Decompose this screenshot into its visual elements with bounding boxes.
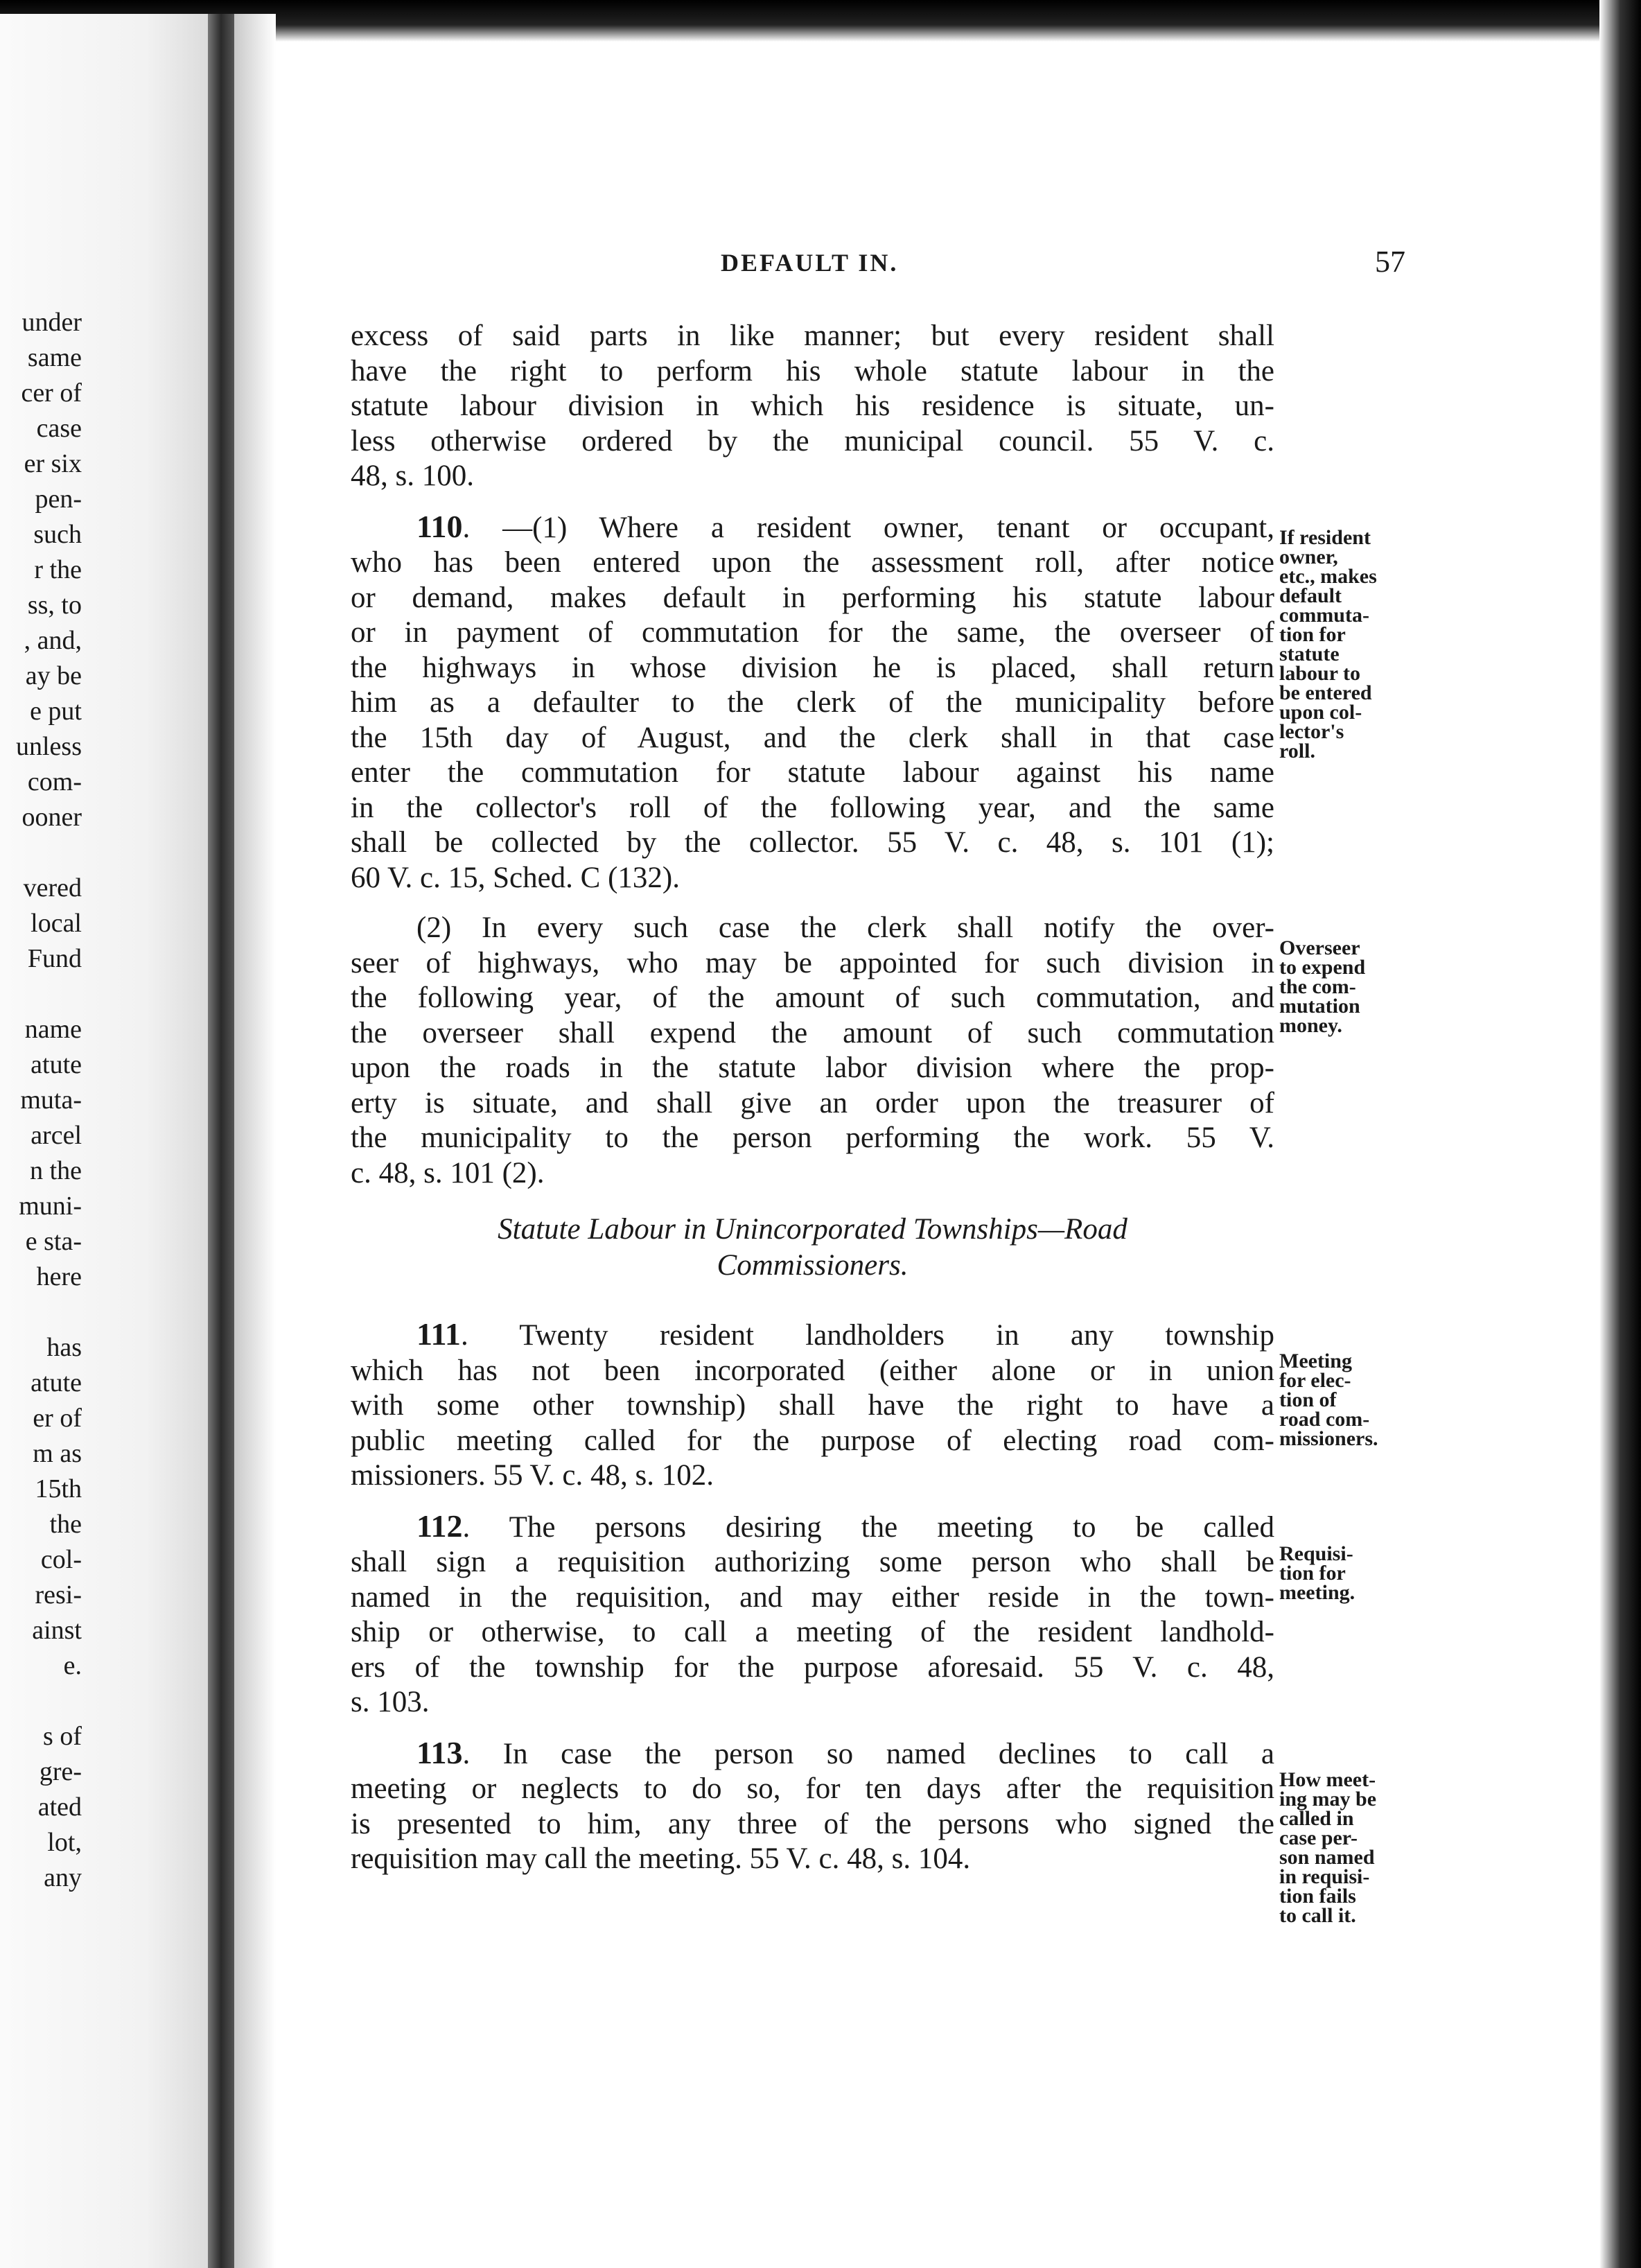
margin-note-line: statute bbox=[1279, 643, 1340, 665]
previous-page-fragment: gre- bbox=[39, 1757, 82, 1786]
margin-note-line: tion for bbox=[1279, 623, 1346, 646]
margin-note-line: tion fails bbox=[1279, 1885, 1356, 1908]
previous-page-fragment: any bbox=[44, 1863, 82, 1892]
margin-note-line: commuta- bbox=[1279, 604, 1369, 627]
scan-right-edge bbox=[1599, 0, 1641, 2268]
previous-page-fragment: vered bbox=[23, 873, 82, 902]
text-line: excess of said parts in like manner; but every resident shall bbox=[351, 320, 1274, 352]
text-line: statute labour division in which his residence is situate, un- bbox=[351, 390, 1274, 422]
previous-page-fragment: r the bbox=[34, 555, 82, 584]
margin-note-line: son named bbox=[1279, 1846, 1375, 1869]
previous-page-fragment: Fund bbox=[27, 944, 82, 973]
previous-page-fragment: unless bbox=[16, 732, 82, 761]
previous-page-fragment: muni- bbox=[19, 1192, 82, 1221]
margin-note-line: money. bbox=[1279, 1014, 1342, 1037]
section-110-subsection-2 bbox=[351, 911, 1274, 1191]
previous-page-fragment: here bbox=[36, 1262, 82, 1291]
previous-page-fragment: , and, bbox=[24, 626, 82, 655]
margin-note-line: upon col- bbox=[1279, 701, 1362, 724]
margin-note-line: ing may be bbox=[1279, 1788, 1377, 1811]
margin-note-line: labour to bbox=[1279, 662, 1360, 685]
text-line: meeting or neglects to do so, for ten days after the requisition bbox=[351, 1772, 1274, 1805]
previous-page-fragment: pen- bbox=[35, 485, 82, 514]
margin-note-line: default bbox=[1279, 584, 1342, 607]
section-text: . —(1) Where a resident owner, tenant or occupant, bbox=[462, 511, 1274, 544]
previous-page-fragment: atute bbox=[30, 1050, 82, 1079]
previous-page-fragment: name bbox=[24, 1015, 82, 1044]
previous-page-fragment: such bbox=[33, 520, 82, 549]
text-line bbox=[351, 1317, 1274, 1354]
margin-note-line: called in bbox=[1279, 1807, 1354, 1830]
text-line: or demand, makes default in performing his statute labour bbox=[351, 581, 1274, 614]
margin-note-line: tion for bbox=[1279, 1562, 1346, 1585]
section-110 bbox=[351, 509, 1274, 896]
previous-page-fragment: s of bbox=[43, 1722, 82, 1751]
section-113 bbox=[351, 1736, 1274, 1877]
heading-line-1: Statute Labour in Unincorporated Townships—Road bbox=[498, 1213, 1127, 1246]
previous-page-fragment: e put bbox=[30, 697, 82, 726]
previous-page-fragment: same bbox=[27, 343, 82, 372]
text-line: the following year, of the amount of such commutation, and bbox=[351, 982, 1274, 1014]
previous-page-fragment: m as bbox=[33, 1439, 82, 1468]
margin-note-line: roll. bbox=[1279, 740, 1315, 762]
heading-line-2: Commissioners. bbox=[717, 1249, 909, 1282]
text-line: shall be collected by the collector. 55 V. c. 48, s. 101 (1); bbox=[351, 826, 1274, 859]
section-heading bbox=[351, 1212, 1274, 1284]
margin-note-line: for elec- bbox=[1279, 1369, 1351, 1392]
section-number: 112 bbox=[416, 1508, 463, 1544]
text-line: enter the commutation for statute labour against his name bbox=[351, 756, 1274, 789]
text-line: him as a defaulter to the clerk of the municipality before bbox=[351, 686, 1274, 719]
margin-note-line: If resident bbox=[1279, 526, 1371, 549]
section-number: 111 bbox=[416, 1316, 461, 1352]
text-line: have the right to perform his whole statute labour in the bbox=[351, 354, 1274, 387]
margin-note-line: lector's bbox=[1279, 720, 1344, 743]
text-line: less otherwise ordered by the municipal council. 55 V. c. bbox=[351, 424, 1274, 457]
text-line: the 15th day of August, and the clerk shall in that case bbox=[351, 721, 1274, 754]
margin-note-line: to expend bbox=[1279, 956, 1366, 979]
previous-page-fragment bbox=[0, 977, 82, 1012]
text-line: s. 103. bbox=[351, 1686, 430, 1718]
margin-note-line: owner, bbox=[1279, 546, 1338, 568]
margin-note-111 bbox=[1279, 1352, 1418, 1449]
text-line: in the collector's roll of the following year, and the same bbox=[351, 791, 1274, 824]
text-line: requisition may call the meeting. 55 V. c. 48, s. 104. bbox=[351, 1842, 971, 1875]
previous-page-fragment: ss, to bbox=[27, 591, 82, 620]
margin-note-line: Overseer bbox=[1279, 936, 1360, 959]
text-line: public meeting called for the purpose of electing road com- bbox=[351, 1424, 1274, 1457]
book-gutter bbox=[208, 14, 234, 2268]
margin-note-line: road com- bbox=[1279, 1408, 1370, 1431]
text-line: ers of the township for the purpose aforesaid. 55 V. c. 48, bbox=[351, 1650, 1274, 1684]
text-line: who has been entered upon the assessment roll, after notice bbox=[351, 546, 1274, 579]
page-number: 57 bbox=[1375, 245, 1405, 279]
margin-note-110 bbox=[1279, 528, 1418, 761]
text-line: or in payment of commutation for the same, the overseer of bbox=[351, 616, 1274, 649]
margin-note-line: be entered bbox=[1279, 681, 1372, 704]
text-line: c. 48, s. 101 (2). bbox=[351, 1156, 545, 1189]
margin-note-110-2 bbox=[1279, 936, 1418, 1037]
previous-page-fragment: lot, bbox=[47, 1828, 82, 1857]
previous-page-fragment: under bbox=[21, 308, 82, 337]
previous-page-fragment: col- bbox=[40, 1545, 82, 1574]
previous-page-fragment bbox=[0, 1684, 82, 1719]
margin-note-line: How meet- bbox=[1279, 1768, 1376, 1791]
margin-note-line: meeting. bbox=[1279, 1581, 1355, 1604]
text-line: which has not been incorporated (either alone or in union bbox=[351, 1354, 1274, 1387]
previous-page-fragment: e sta- bbox=[25, 1227, 82, 1256]
text-line: shall sign a requisition authorizing some person who shall be bbox=[351, 1546, 1274, 1578]
text-line: with some other township) shall have the right to have a bbox=[351, 1389, 1274, 1422]
previous-page-fragment: case bbox=[36, 414, 82, 443]
text-line: the overseer shall expend the amount of such commutation bbox=[351, 1016, 1274, 1049]
section-112 bbox=[351, 1509, 1274, 1720]
section-text: . The persons desiring the meeting to be called bbox=[462, 1510, 1274, 1544]
previous-page-fragment: atute bbox=[30, 1368, 82, 1397]
text-line bbox=[351, 1509, 1274, 1546]
gutter-shadow bbox=[234, 14, 276, 2268]
previous-page-text bbox=[0, 305, 82, 1896]
section-text: . In case the person so named declines to call a bbox=[462, 1737, 1274, 1770]
text-line bbox=[351, 1736, 1274, 1772]
section-text: . Twenty resident landholders in any township bbox=[460, 1319, 1274, 1352]
previous-page-fragment: has bbox=[46, 1333, 82, 1362]
previous-page-fragment: cer of bbox=[21, 378, 82, 408]
margin-note-line: etc., makes bbox=[1279, 565, 1377, 588]
margin-note-line: mutation bbox=[1279, 995, 1360, 1018]
margin-note-line: missioners. bbox=[1279, 1427, 1378, 1450]
margin-note-line: in requisi- bbox=[1279, 1865, 1370, 1888]
previous-page-fragment: local bbox=[30, 909, 82, 938]
text-line bbox=[351, 509, 1274, 546]
text-line: erty is situate, and shall give an order upon the treasurer of bbox=[351, 1086, 1274, 1119]
previous-page-fragment: ay be bbox=[25, 661, 82, 690]
text-line: the highways in whose division he is placed, shall return bbox=[351, 651, 1274, 684]
previous-page-fragment: ainst bbox=[32, 1616, 82, 1645]
previous-page-fragment: the bbox=[49, 1510, 82, 1539]
section-number: 113 bbox=[416, 1734, 463, 1770]
text-line: (2) In every such case the clerk shall notify the over- bbox=[416, 911, 1274, 944]
previous-page-fragment bbox=[0, 835, 82, 871]
previous-page-fragment: ooner bbox=[21, 803, 82, 832]
margin-note-line: tion of bbox=[1279, 1388, 1337, 1411]
previous-page-fragment: er six bbox=[24, 449, 82, 478]
previous-page-fragment: e. bbox=[63, 1651, 82, 1680]
text-line: the municipality to the person performing the work. 55 V. bbox=[351, 1122, 1274, 1154]
section-111 bbox=[351, 1317, 1274, 1494]
text-line: ship or otherwise, to call a meeting of the resident landhold- bbox=[351, 1616, 1274, 1648]
previous-page-fragment: muta- bbox=[20, 1085, 82, 1115]
text-line: is presented to him, any three of the persons who signed the bbox=[351, 1807, 1274, 1840]
previous-page-fragment: er of bbox=[33, 1404, 82, 1433]
previous-page-fragment: n the bbox=[30, 1156, 82, 1185]
previous-page-fragment: resi- bbox=[35, 1580, 82, 1610]
text-line: 60 V. c. 15, Sched. C (132). bbox=[351, 861, 680, 894]
paragraph-continued bbox=[351, 319, 1274, 494]
text-line: upon the roads in the statute labor division where the prop- bbox=[351, 1052, 1274, 1084]
margin-note-line: the com- bbox=[1279, 975, 1356, 998]
text-line: seer of highways, who may be appointed for such division in bbox=[351, 946, 1274, 979]
margin-note-line: Meeting bbox=[1279, 1350, 1352, 1372]
section-number: 110 bbox=[416, 508, 463, 544]
previous-page-fragment: ated bbox=[37, 1792, 82, 1822]
previous-page-fragment: com- bbox=[27, 767, 82, 796]
margin-note-113 bbox=[1279, 1770, 1418, 1926]
previous-page-fragment: arcel bbox=[30, 1121, 82, 1150]
page-body bbox=[351, 319, 1274, 1892]
margin-note-line: to call it. bbox=[1279, 1904, 1356, 1927]
previous-page-fragment bbox=[0, 1295, 82, 1330]
text-line: missioners. 55 V. c. 48, s. 102. bbox=[351, 1459, 714, 1492]
margin-note-line: case per- bbox=[1279, 1826, 1358, 1849]
text-line: 48, s. 100. bbox=[351, 460, 474, 492]
margin-note-line: Requisi- bbox=[1279, 1542, 1353, 1565]
running-head: DEFAULT IN. bbox=[721, 249, 899, 277]
previous-page-fragment: 15th bbox=[35, 1474, 82, 1503]
text-line: named in the requisition, and may either reside in the town- bbox=[351, 1580, 1274, 1614]
margin-note-112 bbox=[1279, 1544, 1418, 1603]
